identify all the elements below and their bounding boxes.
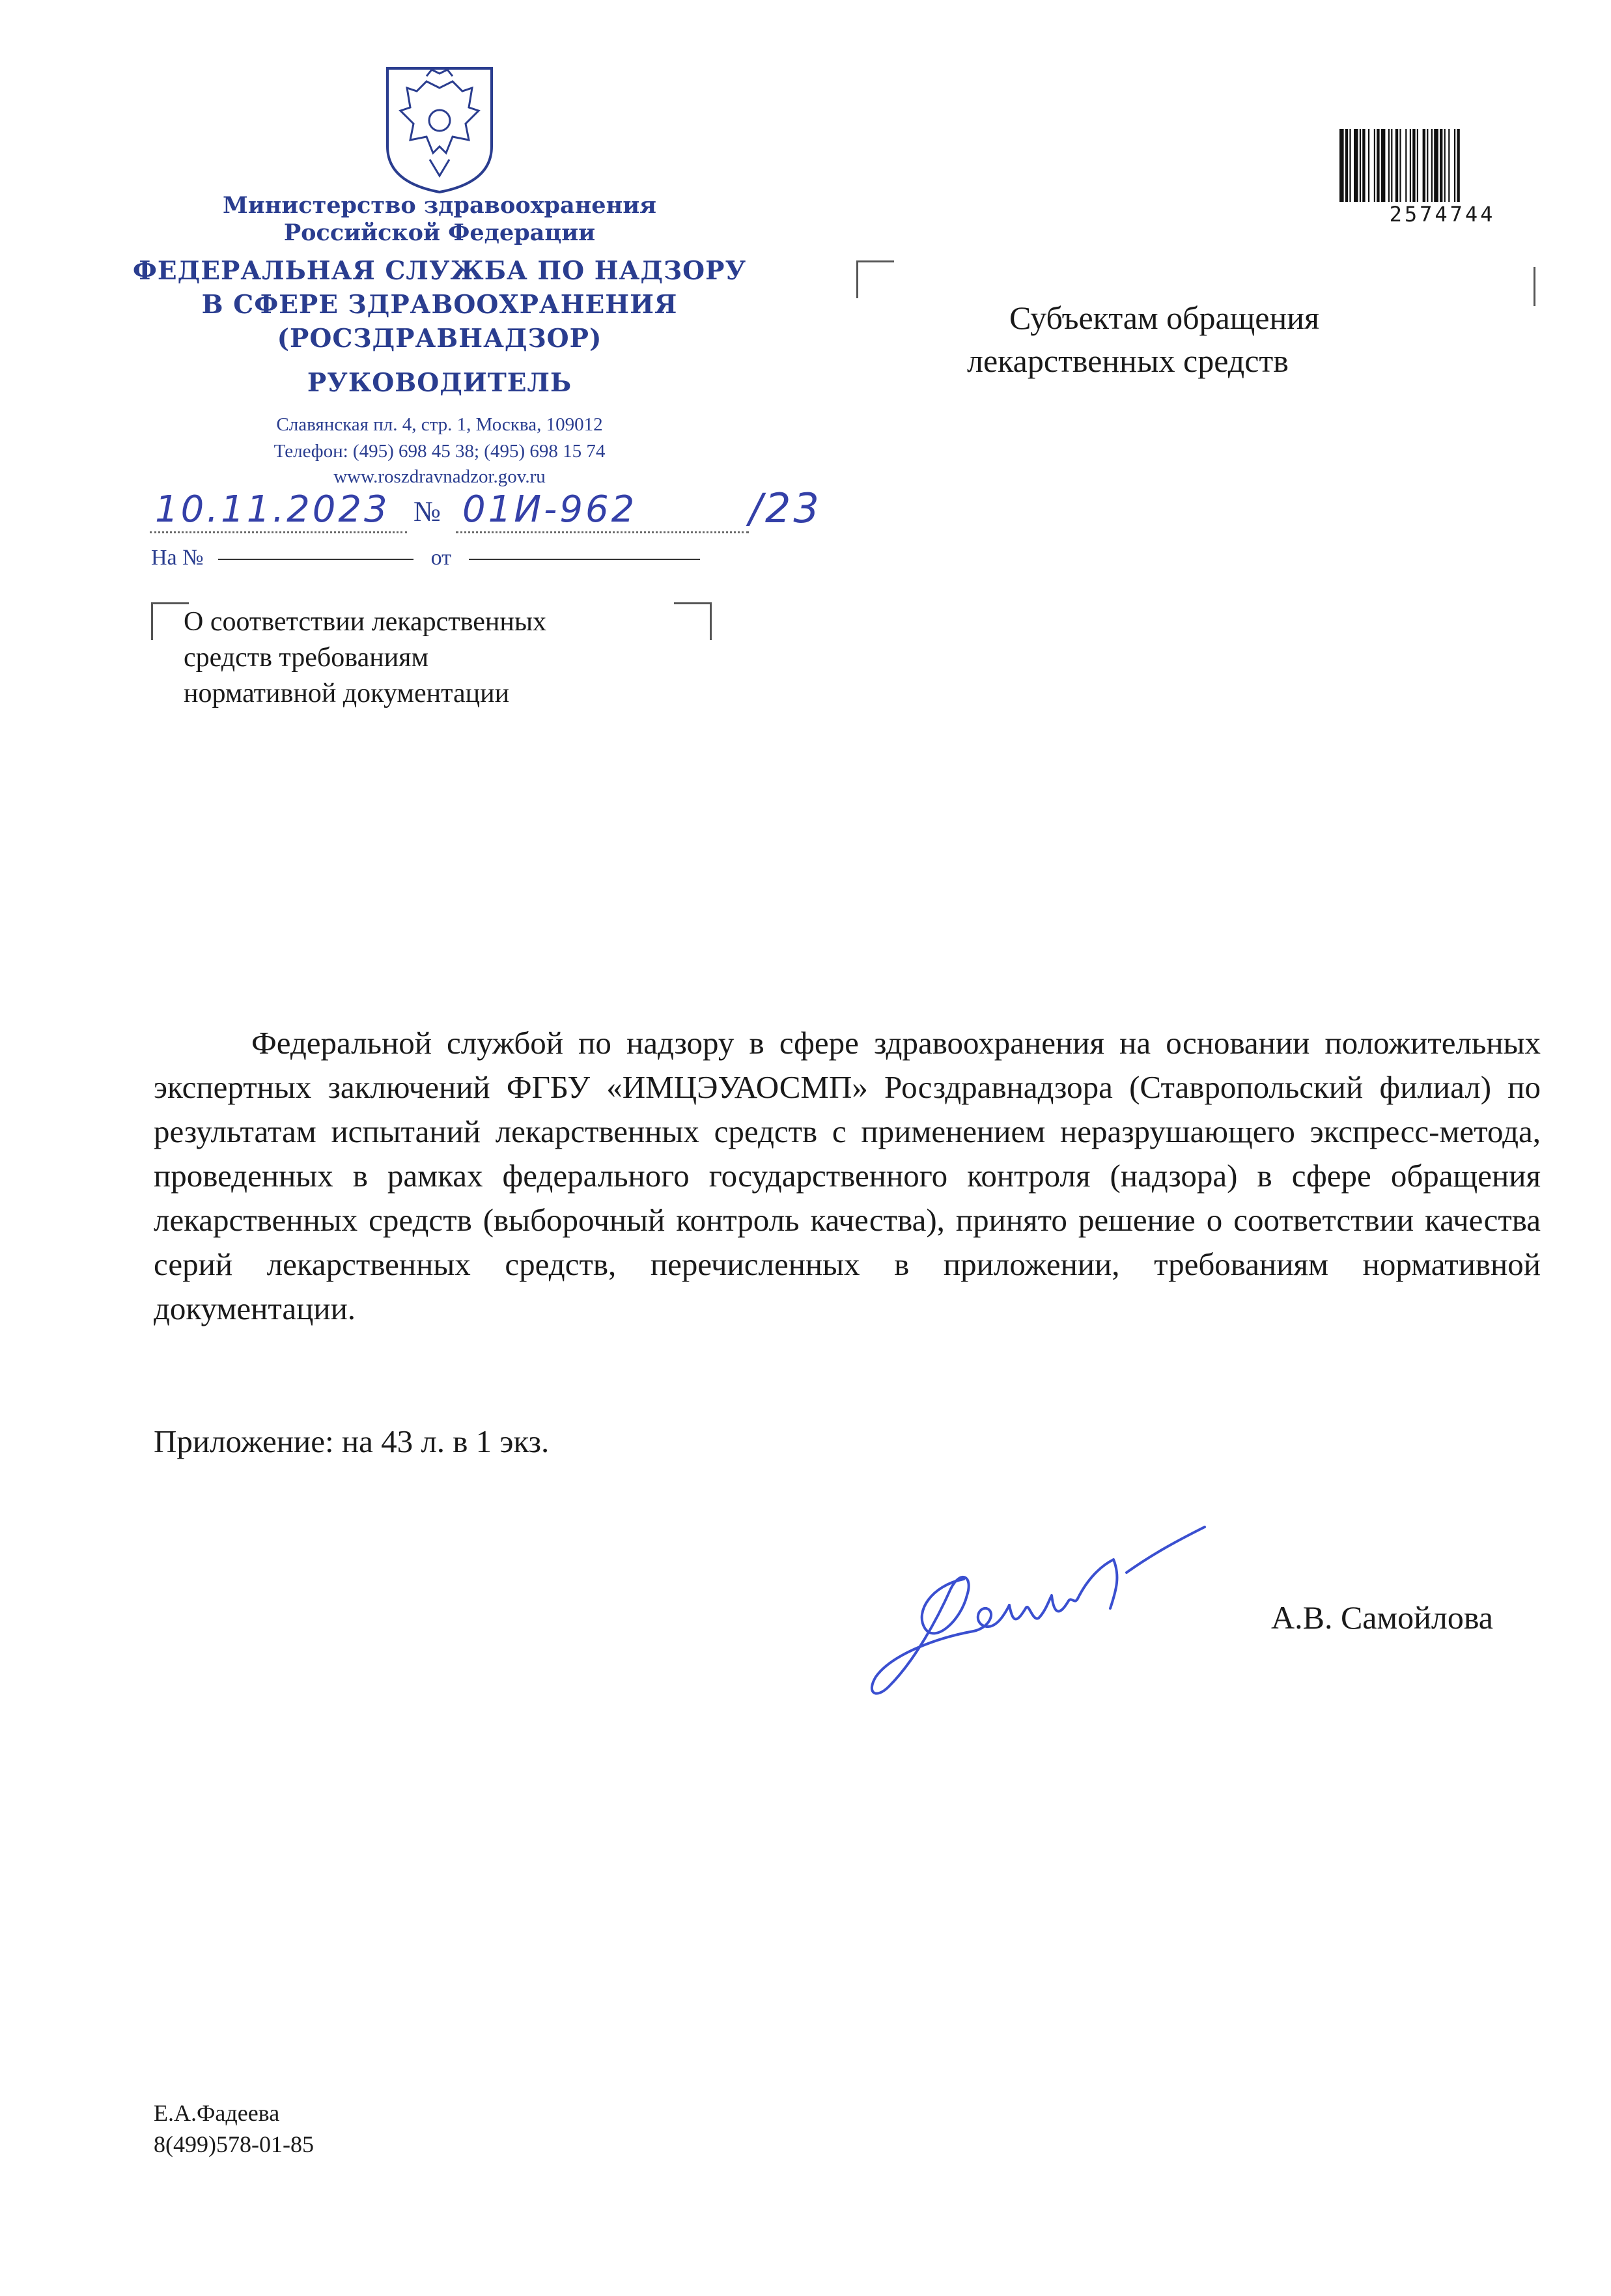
signer-name: А.В. Самойлова	[1271, 1599, 1493, 1636]
outgoing-number-suffix: /23	[749, 484, 822, 532]
incoming-number-blank	[218, 559, 413, 560]
letter-body-paragraph: Федеральной службой по надзору в сфере здравоохранения на основании положительных экспертных заключений ФГБУ «ИМЦЭУАОСМП» Росздравнадзора (Ставропольский филиал) по результатам испытаний лекарственных средств с применением неразрушающего экспресс-метода, проведенных в рамках федерального государственного контроля (надзора) в сфере обращения лекарственных средств (выборочный контроль качества), принято решение о соответствии качества серий лекарственных средств, перечисленных в приложении, требованиям нормативной документации.	[154, 1025, 1541, 1326]
barcode-bar	[1374, 129, 1375, 202]
executor-phone: 8(499)578-01-85	[154, 2131, 314, 2157]
barcode-bar	[1362, 129, 1365, 202]
barcode-bar	[1440, 129, 1442, 202]
outgoing-date: 10.11.2023	[155, 488, 390, 531]
barcode-number: 2574744	[1389, 202, 1496, 227]
subject-line1: О соответствии лекарственных	[184, 607, 547, 637]
handwritten-signature	[853, 1498, 1218, 1719]
incoming-reference-line	[151, 546, 700, 570]
barcode-bar	[1423, 129, 1425, 202]
incoming-date-blank	[469, 559, 700, 560]
addressee	[967, 296, 1462, 382]
service-name-line1: ФЕДЕРАЛЬНАЯ СЛУЖБА ПО НАДЗОРУ	[132, 256, 747, 286]
subject-line3: нормативной документации	[184, 679, 510, 708]
barcode-bar	[1457, 129, 1459, 202]
barcode-bar	[1434, 129, 1438, 202]
attachment-note: Приложение: на 43 л. в 1 экз.	[154, 1423, 550, 1459]
subject-line2: средств требованиям	[184, 643, 429, 673]
incoming-from-label: от	[430, 546, 452, 570]
addressee-line2: лекарственных средств	[967, 343, 1289, 379]
barcode-bar	[1417, 129, 1418, 202]
barcode-bar	[1399, 129, 1401, 202]
barcode-image	[1338, 129, 1547, 202]
barcode-bar	[1391, 129, 1392, 202]
barcode-bar	[1360, 129, 1361, 202]
head-title: РУКОВОДИТЕЛЬ	[307, 368, 572, 398]
barcode-bar	[1412, 129, 1415, 202]
outgoing-reference-line	[150, 484, 840, 540]
barcode-bar	[1410, 129, 1411, 202]
letterhead-phone: Телефон: (495) 698 45 38; (495) 698 15 74	[273, 441, 606, 462]
number-underline	[456, 531, 749, 533]
barcode-bar	[1427, 129, 1428, 202]
letterhead-website: www.roszdravnadzor.gov.ru	[333, 466, 546, 487]
barcode-bar	[1377, 129, 1379, 202]
incoming-number-label: На №	[151, 546, 204, 570]
barcode-bar	[1368, 129, 1369, 202]
service-name-line3: (РОСЗДРАВНАДЗОР)	[277, 324, 602, 354]
letterhead-address: Славянская пл. 4, стр. 1, Москва, 109012	[276, 414, 603, 435]
date-underline	[150, 531, 407, 533]
barcode-bar	[1405, 129, 1407, 202]
barcode-bar	[1345, 129, 1348, 202]
addressee-bracket-right	[1534, 267, 1535, 306]
ministry-name-line1: Министерство здравоохранения	[222, 192, 657, 219]
executor-name: Е.А.Фадеева	[154, 2100, 280, 2126]
service-name-line2: В СФЕРЕ ЗДРАВООХРАНЕНИЯ	[201, 290, 678, 320]
letter-subject	[184, 604, 692, 712]
barcode-bar	[1354, 129, 1358, 202]
ministry-name-line2: Российской Федерации	[283, 219, 596, 246]
number-sign: №	[413, 496, 441, 527]
barcode-bar	[1444, 129, 1446, 202]
barcode-bar	[1349, 129, 1351, 202]
barcode-bar	[1381, 129, 1386, 202]
barcode-bar	[1454, 129, 1455, 202]
barcode-bar	[1395, 129, 1398, 202]
addressee-line1: Субъектам обращения	[1009, 300, 1319, 336]
barcode-bar	[1388, 129, 1390, 202]
outgoing-number: 01И-962	[462, 488, 637, 531]
coat-of-arms-emblem	[381, 62, 498, 195]
barcode-bar	[1431, 129, 1433, 202]
addressee-bracket-left	[856, 260, 894, 298]
barcode-bar	[1448, 129, 1450, 202]
barcode-bar	[1339, 129, 1344, 202]
